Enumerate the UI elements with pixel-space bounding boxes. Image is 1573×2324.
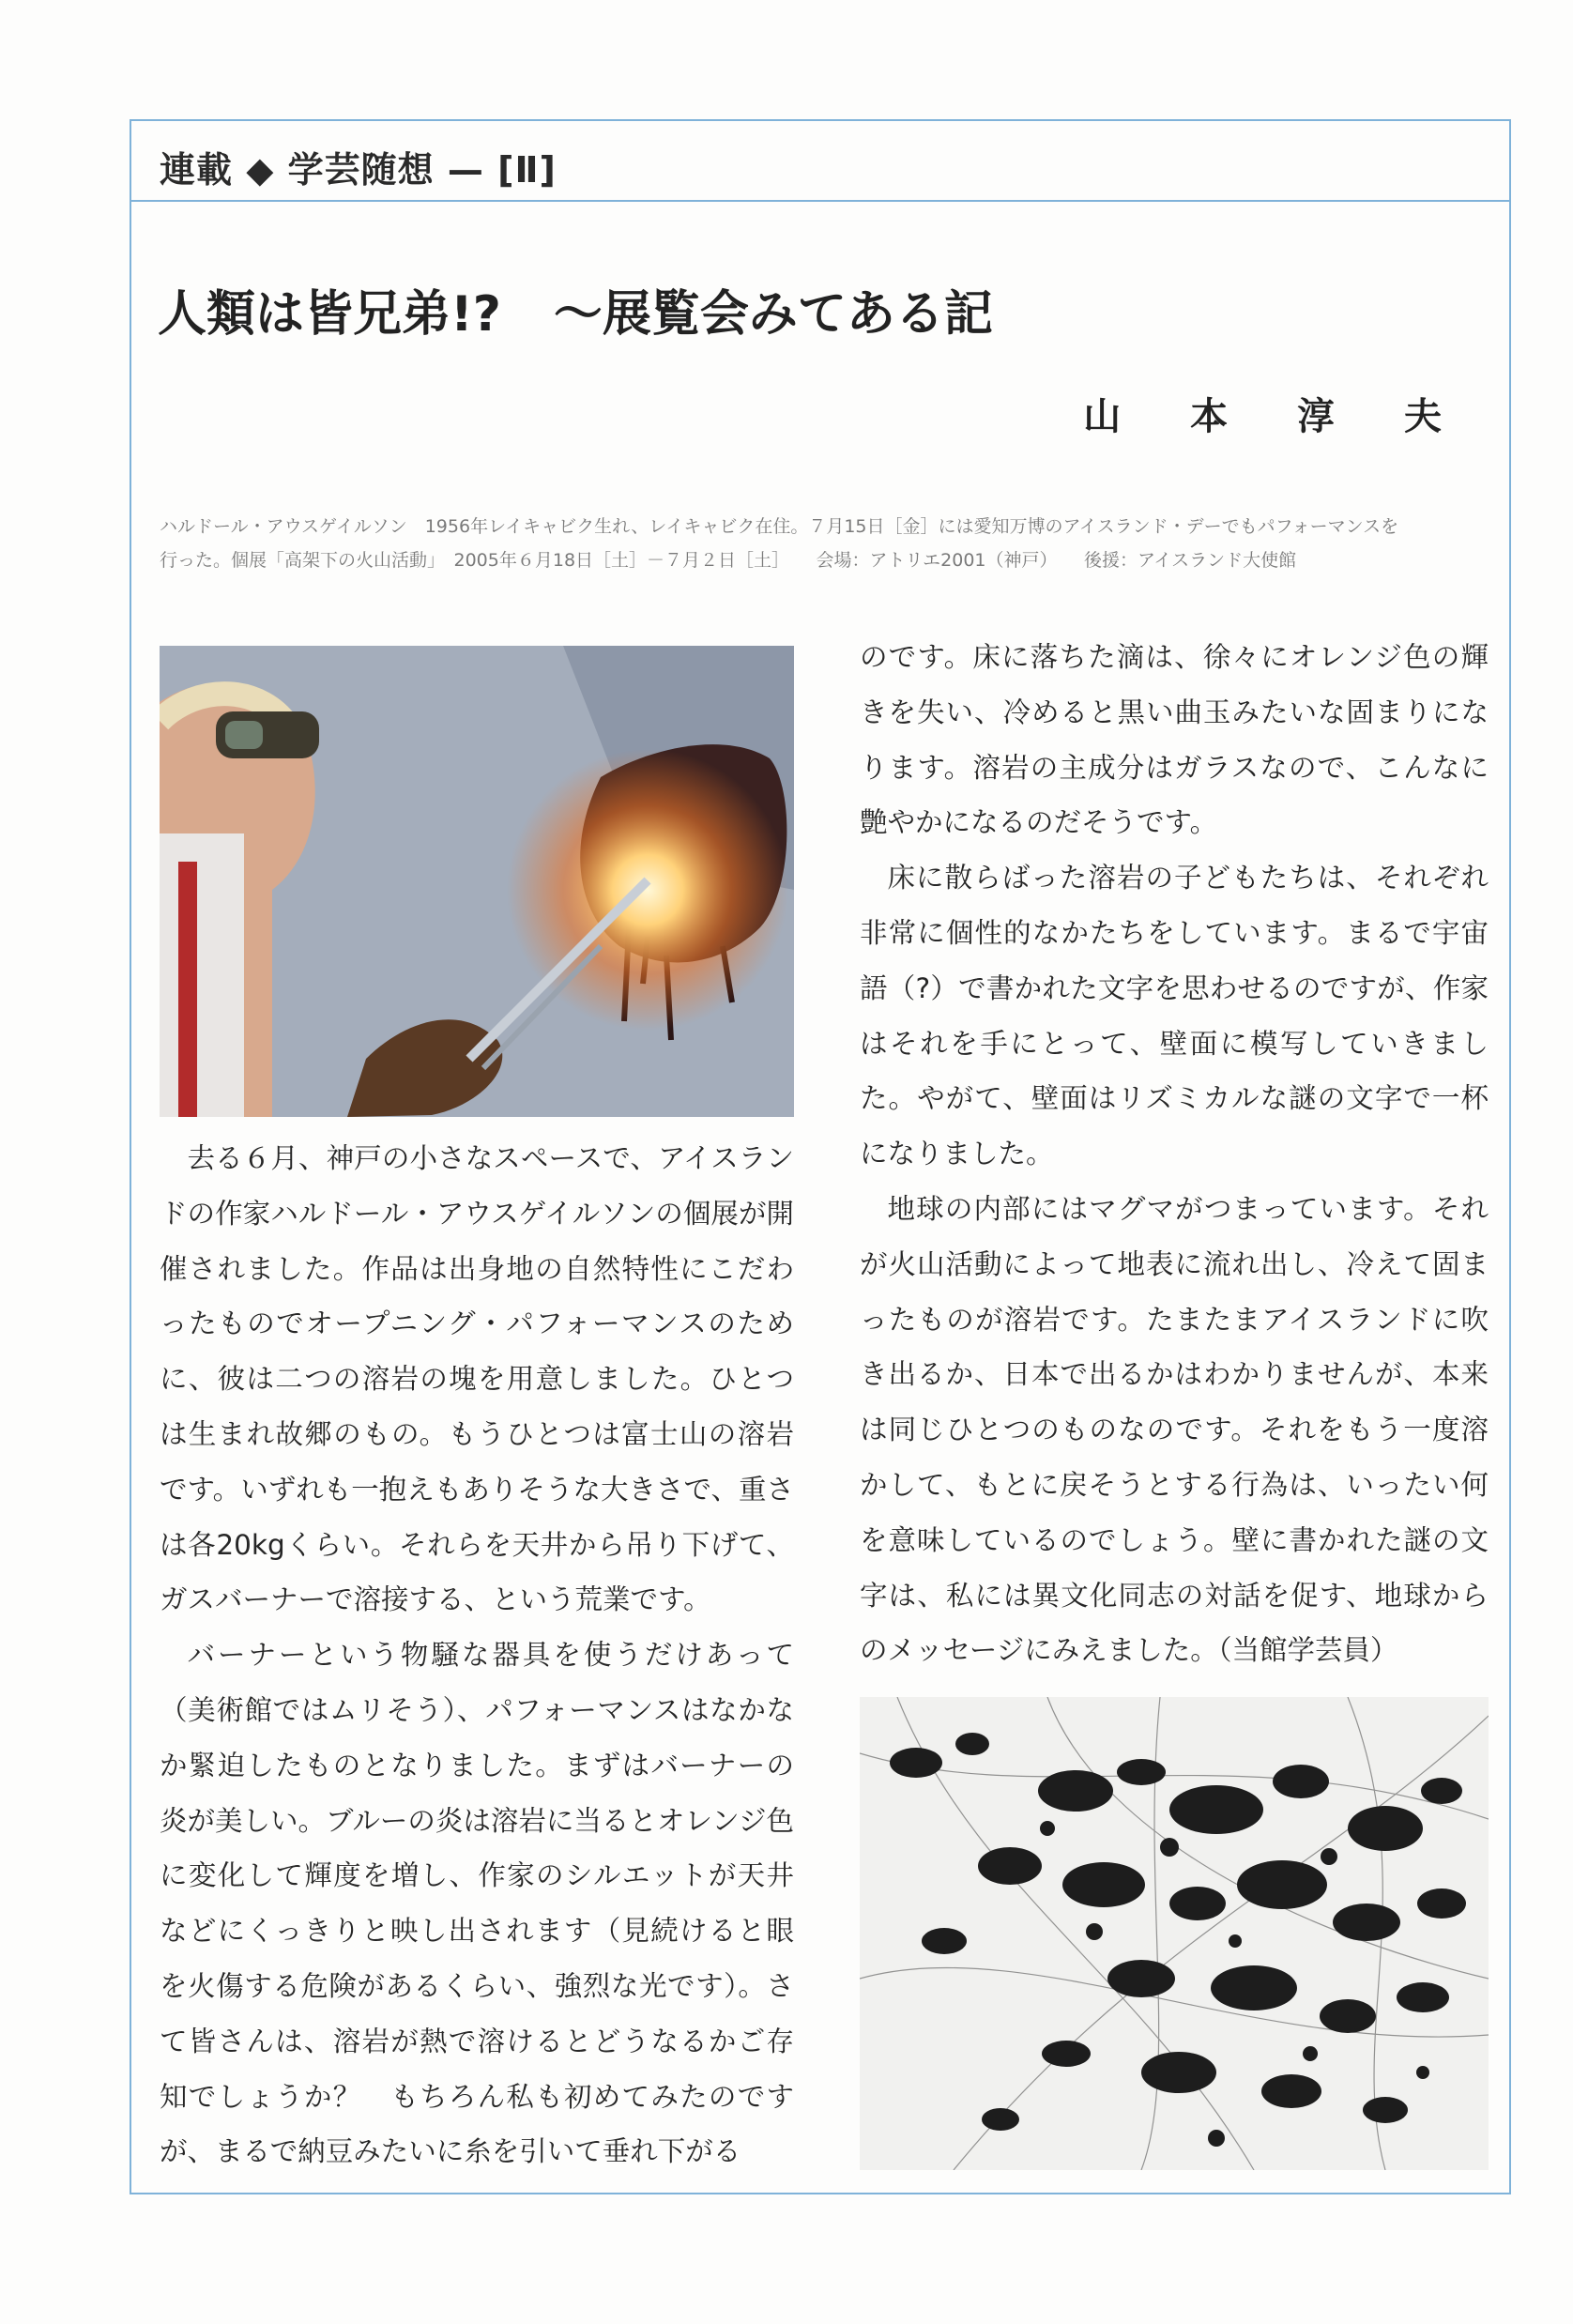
photo-caption [160, 510, 1492, 577]
title-main: 人類は皆兄弟!? [158, 286, 501, 343]
series-label: 連載 ◆ 学芸随想 — [Ⅱ] [160, 149, 557, 191]
photo-performance [160, 646, 794, 1117]
photo-performance-illustration [160, 646, 794, 1117]
title-subtitle: 〜展覧会みてある記 [553, 286, 993, 343]
paragraph: 去る６月、神戸の小さなスペースで、アイスランドの作家ハルドール・アウスゲイルソンの個展が開催されました。作品は出身地の自然特性にこだわったものでオープニング・パフォーマンスのために、彼は二つの溶岩の塊を用意しました。ひとつは生まれ故郷のもの。もうひとつは富士山の溶岩です。いずれも一抱えもありそうな大きさで、重さは各20kgくらい。それらを天井から吊り下げて、ガスバーナーで溶接する、という荒業です。 [160, 1142, 794, 1616]
caption-line-2: 行った。個展「高架下の火山活動」 2005年６月18日［土］－７月２日［土］ 会場：アトリエ2001（神戸） 後援：アイスランド大使館 [160, 550, 1297, 571]
photo-lava-droplets [860, 1697, 1489, 2170]
paragraph: 地球の内部にはマグマがつまっています。それが火山活動によって地表に流れ出し、冷えて固まったものが溶岩です。たまたまアイスランドに吹き出るか、日本で出るかはわかりませんが、本来は同じひとつのものなのです。それをもう一度溶かして、もとに戻そうとする行為は、いったい何を意味しているのでしょう。壁に書かれた謎の文字は、私には異文化同志の対話を促す、地球からのメッセージにみえました。（当館学芸員） [860, 1192, 1489, 1667]
paragraph: バーナーという物騒な器具を使うだけあって（美術館ではムリそう）、パフォーマンスはなかなか緊迫したものとなりました。まずはバーナーの炎が美しい。ブルーの炎は溶岩に当るとオレンジ色に変化して輝度を増し、作家のシルエットが天井などにくっきりと映し出されます（見続けると眼を火傷する危険があるくらい、強烈な光です）。さて皆さんは、溶岩が熱で溶けるとどうなるかご存知でしょうか？ もちろん私も初めてみたのですが、まるで納豆みたいに糸を引いて垂れ下がる [160, 1639, 794, 2168]
right-column [860, 630, 1489, 1678]
caption-line-1: ハルドール・アウスゲイルソン 1956年レイキャビク生れ、レイキャビク在住。７月15日［金］には愛知万博のアイスランド・デーでもパフォーマンスを [160, 516, 1399, 537]
article-title [158, 274, 993, 344]
photo-lava-droplets-illustration [860, 1697, 1489, 2170]
author-name: 山 本 淳 夫 [1083, 395, 1470, 438]
left-column [160, 1131, 794, 2179]
paragraph: のです。床に落ちた滴は、徐々にオレンジ色の輝きを失い、冷めると黒い曲玉みたいな固まりになります。溶岩の主成分はガラスなので、こんなに艶やかになるのだそうです。 [860, 641, 1489, 839]
paragraph: 床に散らばった溶岩の子どもたちは、それぞれ非常に個性的なかたちをしています。まるで宇宙語（?）で書かれた文字を思わせるのですが、作家はそれを手にとって、壁面に模写していきました。やがて、壁面はリズミカルな謎の文字で一杯になりました。 [860, 862, 1489, 1170]
